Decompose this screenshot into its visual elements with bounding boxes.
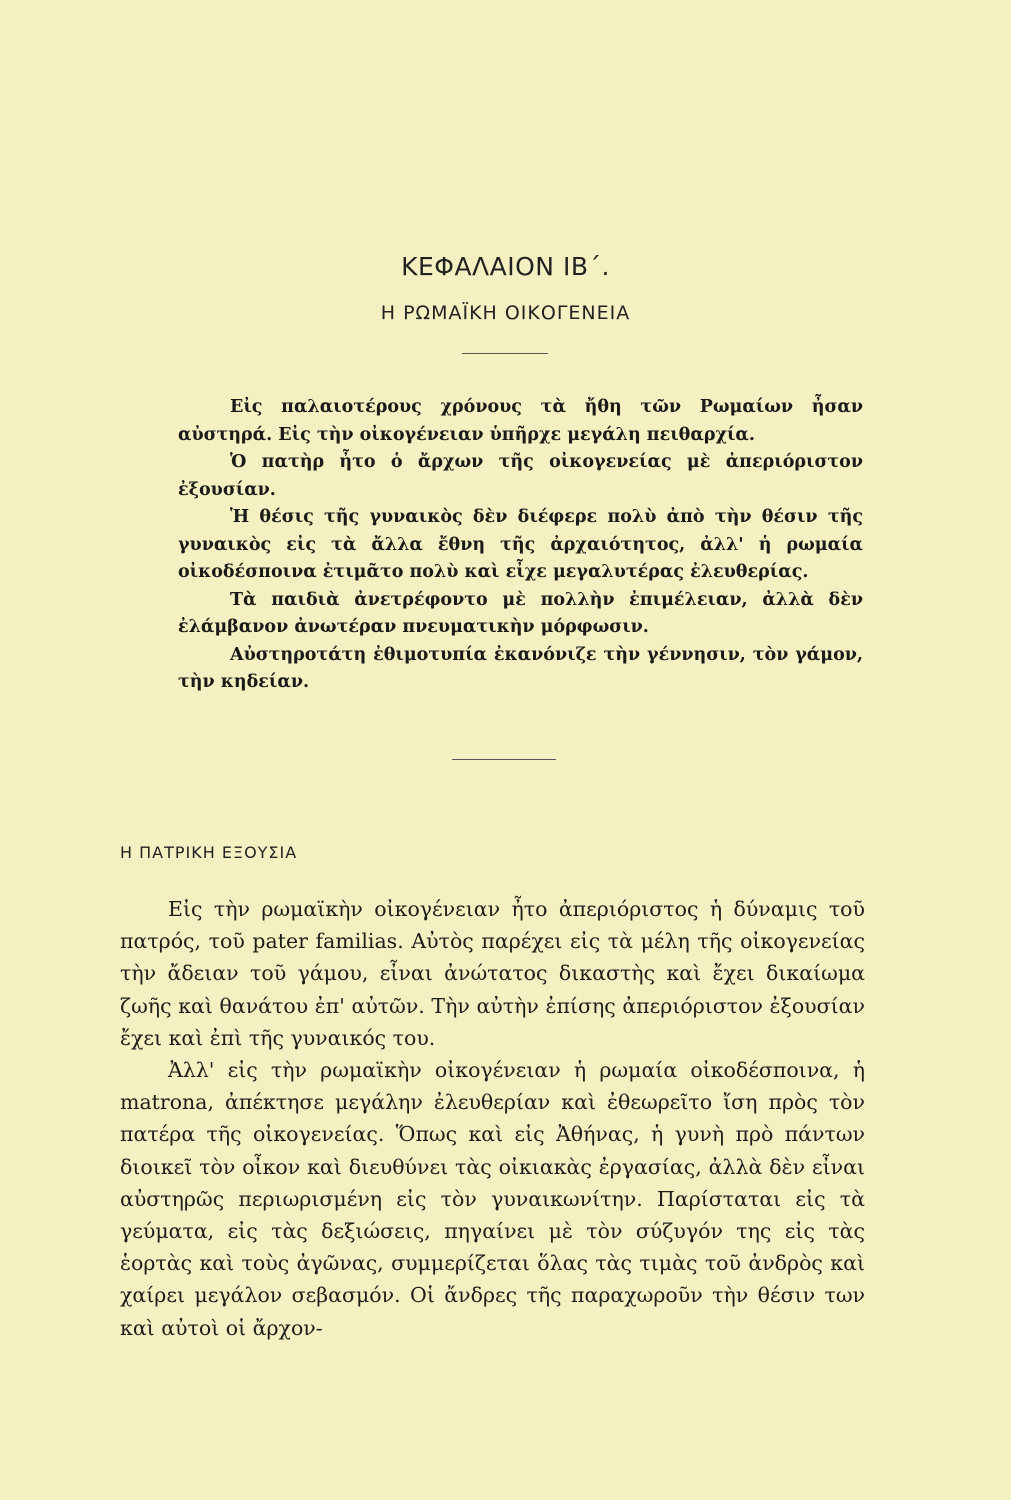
chapter-title: ΚΕΦΑΛΑΙΟΝ ΙΒ΄. bbox=[401, 252, 610, 281]
summary-paragraph: Εἰς παλαιοτέρους χρόνους τὰ ἤθη τῶν Ρωμαίων ἦσαν αὐστηρά. Εἰς τὴν οἰκογένειαν ὑπῆρχε μεγάλη πειθαρχία. bbox=[178, 397, 863, 445]
chapter-summary bbox=[178, 394, 863, 697]
section-body bbox=[120, 893, 865, 1344]
body-paragraph: Εἰς τὴν ρωμαϊκὴν οἰκογένειαν ἦτο ἀπεριόριστος ἡ δύναμις τοῦ πατρός, τοῦ pater familias. Αὐτὸς παρέχει εἰς τὰ μέλη τῆς οἰκογενείας τὴν ἄδειαν τοῦ γάμου, εἶναι ἀνώτατος δικαστὴς καὶ ἔχει δικαίωμα ζωῆς καὶ θανάτου ἐπ' αὐτῶν. Τὴν αὐτὴν ἐπίσης ἀπεριόριστον ἐξουσίαν ἔχει καὶ ἐπὶ τῆς γυναικός του. bbox=[120, 897, 865, 1050]
body-paragraph: Ἀλλ' εἰς τὴν ρωμαϊκὴν οἰκογένειαν ἡ ρωμαία οἰκοδέσποινα, ἡ matrona, ἀπέκτησε μεγάλην ἐλευθερίαν καὶ ἐθεωρεῖτο ἴση πρὸς τὸν πατέρα τῆς οἰκογενείας. Ὅπως καὶ εἰς Ἀθήνας, ἡ γυνὴ πρὸ πάντων διοικεῖ τὸν οἶκον καὶ διευθύνει τὰς οἰκιακὰς ἐργασίας, ἀλλὰ δὲν εἶναι αὐστηρῶς περιωρισμένη εἰς τὸν γυναικωνίτην. Παρίσταται εἰς τὰ γεύματα, εἰς τὰς δεξιώσεις, πηγαίνει μὲ τὸν σύζυγόν της εἰς τὰς ἑορτὰς καὶ τοὺς ἀγῶνας, συμμερίζεται ὅλας τὰς τιμὰς τοῦ ἀνδρὸς καὶ χαίρει μεγάλον σεβασμόν. Οἱ ἄνδρες τῆς παραχωροῦν τὴν θέσιν των καὶ αὐτοὶ οἱ ἄρχον- bbox=[120, 1058, 865, 1340]
summary-paragraph: Ὁ πατὴρ ἦτο ὁ ἄρχων τῆς οἰκογενείας μὲ ἀπεριόριστον ἐξουσίαν. bbox=[178, 452, 863, 500]
divider-top bbox=[462, 353, 548, 354]
section-heading: Η ΠΑΤΡΙΚΗ ΕΞΟΥΣΙΑ bbox=[120, 843, 298, 862]
chapter-subtitle: Η ΡΩΜΑΪΚΗ ΟΙΚΟΓΕΝΕΙΑ bbox=[380, 302, 631, 324]
summary-paragraph: Ἡ θέσις τῆς γυναικὸς δὲν διέφερε πολὺ ἀπὸ τὴν θέσιν τῆς γυναικὸς εἰς τὰ ἄλλα ἔθνη τῆς ἀρχαιότητος, ἀλλ' ἡ ρωμαία οἰκοδέσποινα ἐτιμᾶτο πολὺ καὶ εἶχε μεγαλυτέρας ἐλευθερίας. bbox=[178, 507, 863, 582]
summary-paragraph: Τὰ παιδιὰ ἀνετρέφοντο μὲ πολλὴν ἐπιμέλειαν, ἀλλὰ δὲν ἐλάμβανον ἀνωτέραν πνευματικὴν μόρφωσιν. bbox=[178, 589, 863, 637]
divider-bottom bbox=[452, 759, 556, 760]
summary-paragraph: Αὐστηροτάτη ἐθιμοτυπία ἐκανόνιζε τὴν γέννησιν, τὸν γάμον, τὴν κηδείαν. bbox=[178, 644, 863, 692]
